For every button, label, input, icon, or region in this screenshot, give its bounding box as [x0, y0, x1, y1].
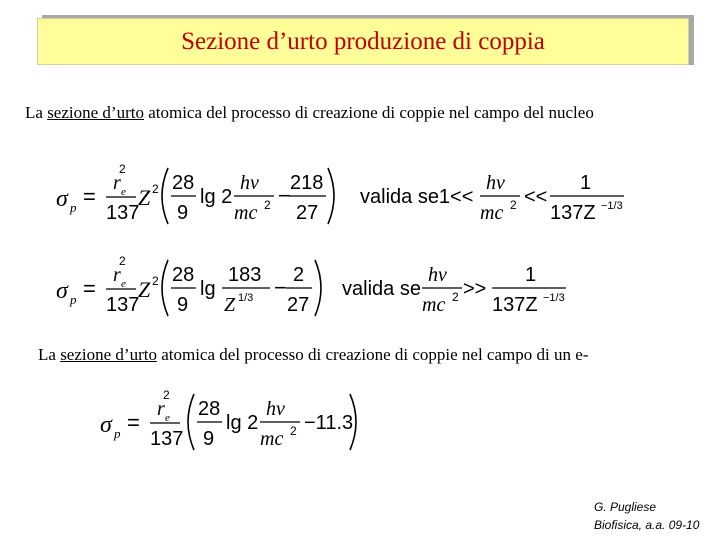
intro-electron [38, 345, 588, 365]
page-title: Sezione d’urto produzione di coppia [181, 27, 545, 55]
sigma-symbol: σ [100, 412, 112, 438]
h-nu: hν [240, 172, 259, 194]
validity-condition: valida se1<< [360, 186, 474, 208]
h-nu: hν [486, 172, 505, 194]
h-nu: hν [266, 398, 285, 420]
den-9: 9 [177, 202, 189, 224]
left-paren [162, 168, 168, 224]
lg-2: lg 2 [226, 412, 259, 434]
minus: − [278, 183, 291, 208]
comparison: << [524, 186, 548, 208]
left-paren [188, 394, 194, 450]
z-symbol: Z [138, 277, 151, 302]
re-exp: 2 [163, 388, 170, 402]
intro-nucleus-after: atomica del processo di creazione di coppie nel campo del nucleo [143, 103, 594, 122]
num-183: 183 [228, 264, 262, 286]
lg-2: lg 2 [200, 186, 233, 208]
z-symbol: Z [138, 185, 151, 210]
mc-exp: 2 [264, 198, 271, 212]
mc-exp: 2 [510, 198, 517, 212]
re-sub: e [121, 186, 126, 198]
num-218: 218 [290, 172, 324, 194]
num-1: 1 [580, 172, 592, 194]
footer-author: G. Pugliese [594, 500, 657, 514]
right-paren [315, 260, 321, 316]
z-exp: 2 [152, 182, 159, 196]
left-paren [162, 260, 168, 316]
footer [594, 498, 699, 534]
z-exp-neg: −1/3 [543, 292, 565, 304]
re-symbol: r [113, 264, 121, 286]
den-137z: 137Z [492, 294, 538, 316]
intro-electron-term: sezione d’urto [60, 345, 157, 364]
minus-constant: −11.3 [304, 412, 354, 434]
sigma-sub: p [70, 292, 77, 307]
intro-electron-before: La [38, 345, 61, 364]
num-28: 28 [172, 264, 195, 286]
num-28: 28 [198, 398, 221, 420]
intro-nucleus [25, 103, 594, 123]
mc-exp: 2 [290, 424, 297, 438]
mc-exp: 2 [452, 290, 459, 304]
re-symbol: r [113, 172, 121, 194]
mc: mc [260, 428, 284, 450]
num-1: 1 [525, 264, 537, 286]
sigma-sub: p [114, 426, 121, 441]
formula-nucleus-low [50, 162, 630, 230]
mc: mc [234, 202, 258, 224]
right-paren [328, 168, 334, 224]
num-2: 2 [293, 264, 305, 286]
minus: − [274, 275, 287, 300]
equals: = [83, 276, 96, 301]
title-box [37, 18, 689, 65]
formula-electron [94, 388, 384, 456]
equals: = [83, 184, 96, 209]
den-137z: 137Z [550, 202, 596, 224]
re-sub: e [121, 278, 126, 290]
equals: = [127, 410, 140, 435]
comparison: >> [463, 278, 487, 300]
re-exp: 2 [119, 162, 126, 176]
re-exp: 2 [119, 254, 126, 268]
den-27: 27 [296, 202, 319, 224]
lg: lg [200, 278, 216, 300]
den-9: 9 [203, 428, 215, 450]
re-sub: e [165, 412, 170, 424]
den-27: 27 [287, 294, 310, 316]
h-nu: hν [428, 264, 447, 286]
re-symbol: r [157, 398, 165, 420]
intro-nucleus-before: La [25, 103, 48, 122]
formula-nucleus-high [50, 254, 630, 322]
den-137: 137 [106, 294, 140, 316]
sigma-sub: p [70, 200, 77, 215]
z-exp: 2 [152, 274, 159, 288]
intro-nucleus-term: sezione d’urto [47, 103, 144, 122]
intro-electron-after: atomica del processo di creazione di coppie nel campo di un e- [156, 345, 589, 364]
validity-condition: valida se [342, 278, 421, 300]
z-exp-neg: −1/3 [601, 200, 623, 212]
z-den-exp: 1/3 [238, 292, 254, 304]
den-137: 137 [106, 202, 140, 224]
footer-course: Biofisica, a.a. 09-10 [594, 518, 700, 532]
sigma-symbol: σ [56, 278, 68, 304]
num-28: 28 [172, 172, 195, 194]
mc: mc [422, 294, 446, 316]
z-den: Z [224, 294, 236, 316]
mc: mc [480, 202, 504, 224]
den-137: 137 [150, 428, 184, 450]
sigma-symbol: σ [56, 186, 68, 212]
den-9: 9 [177, 294, 189, 316]
